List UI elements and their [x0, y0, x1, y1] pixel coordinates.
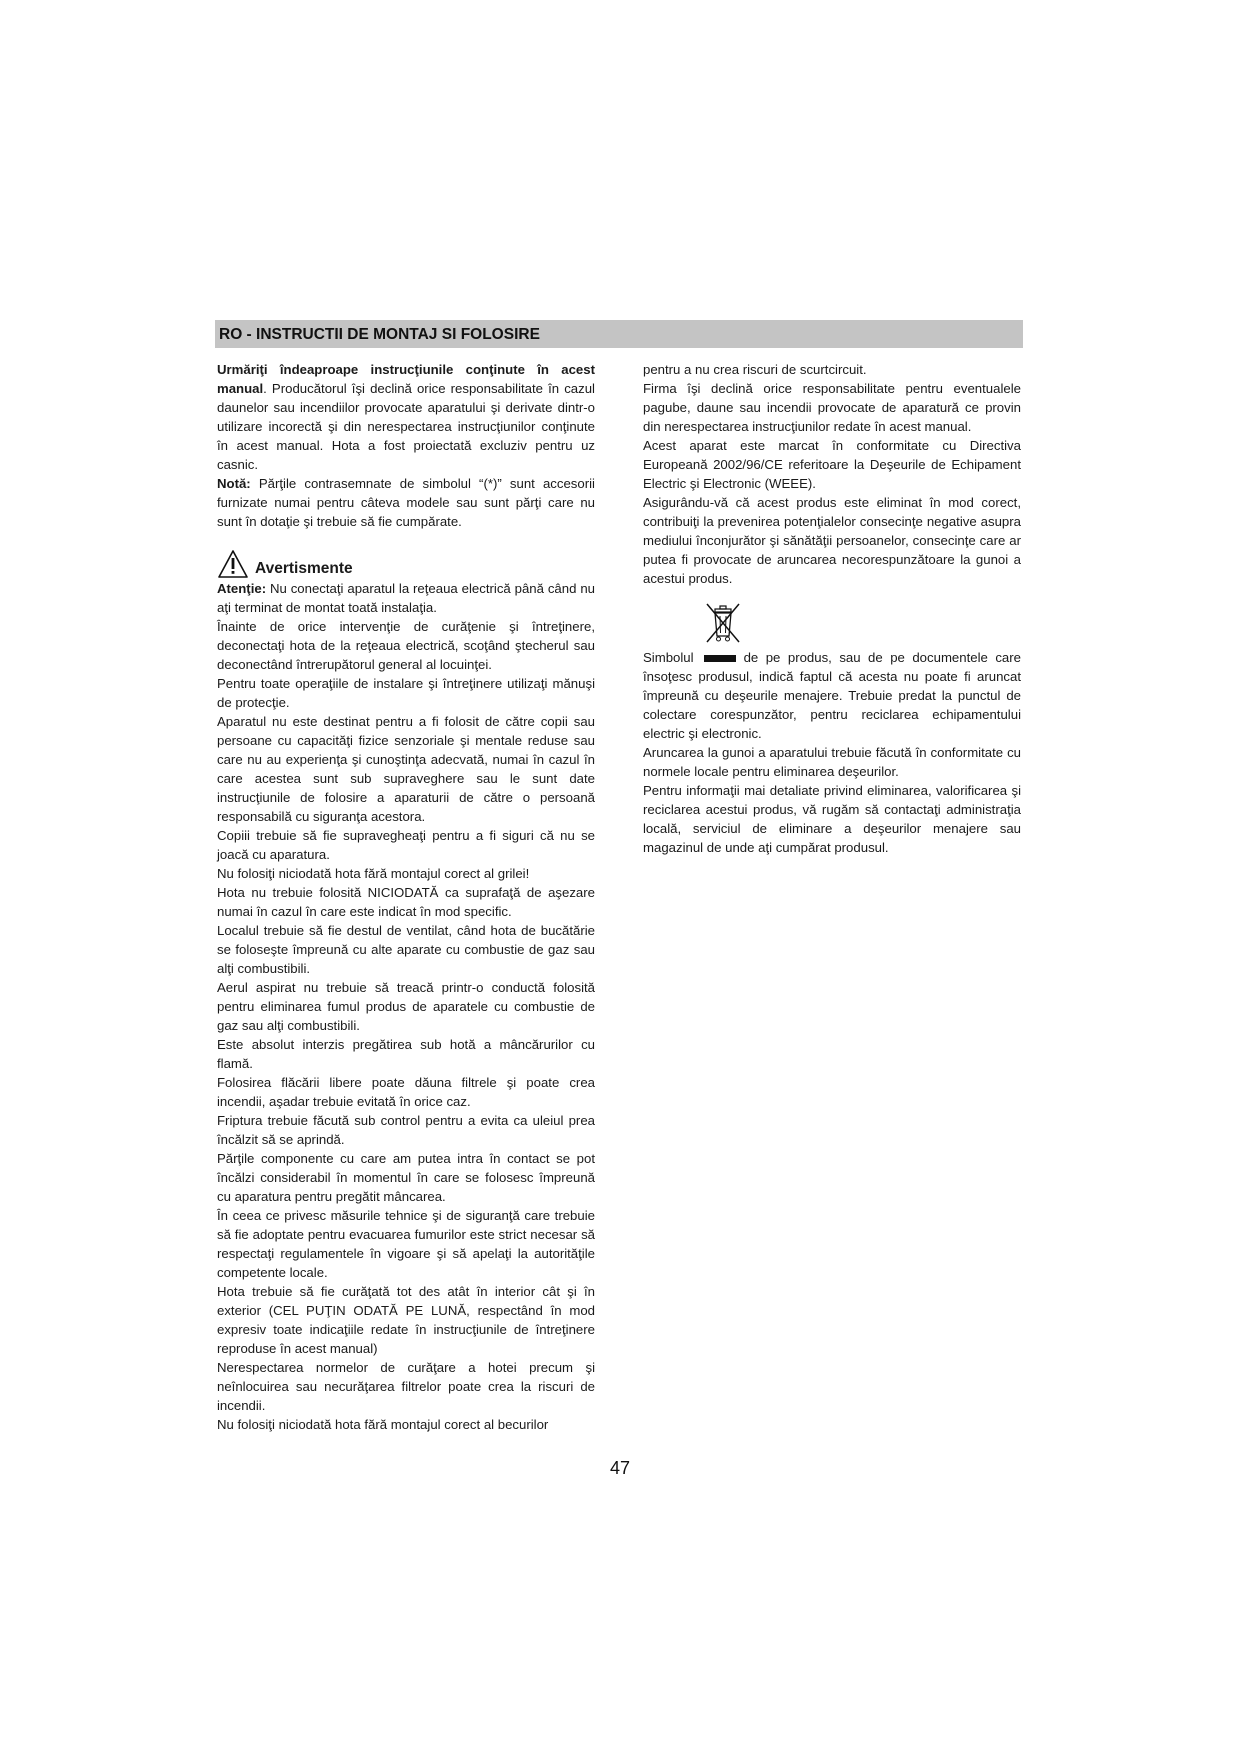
intro-paragraph	[217, 360, 595, 474]
note-paragraph	[217, 474, 595, 531]
note-label: Notă:	[217, 476, 251, 491]
warning-paragraph: Părţile componente cu care am putea intra în contact se pot încălzi considerabil în momentul în care se folosesc împreună cu aparatura pentru pregătit mâncarea.	[217, 1151, 595, 1204]
crossed-out-bin-icon	[703, 602, 743, 644]
attention-label: Atenţie:	[217, 581, 267, 596]
warnings-title: Avertismente	[255, 560, 353, 577]
text-paragraph: Firma îşi declină orice responsabilitate pentru eventualele pagube, daune sau incendii provocate de aparatură ce provin din nerespectarea instrucţiunilor redate în acest manual.	[643, 381, 1021, 434]
warning-paragraph: Localul trebuie să fie destul de ventilat, când hota de bucătărie se foloseşte împreună cu alte aparate cu combustie de gaz sau alţi combustibili.	[217, 923, 595, 976]
section-title: RO - INSTRUCTII DE MONTAJ SI FOLOSIRE	[219, 326, 540, 343]
right-column	[643, 360, 1021, 857]
warning-paragraph: Înainte de orice intervenţie de curăţenie şi întreţinere, deconectaţi hota de la reţeaua electrică, scoţând ştecherul sau deconectând întrerupătorul general al locuinţei.	[217, 619, 595, 672]
warning-paragraph: Pentru toate operaţiile de instalare şi întreţinere utilizaţi mănuşi de protecţie.	[217, 676, 595, 710]
warning-paragraph: Nu folosiţi niciodată hota fără montajul corect al becurilor	[217, 1417, 549, 1432]
text-paragraph: pentru a nu crea riscuri de scurtcircuit.	[643, 362, 867, 377]
text-paragraph: Aruncarea la gunoi a aparatului trebuie făcută în conformitate cu normele locale pentru eliminarea deşeurilor.	[643, 745, 1021, 779]
warning-paragraph: Folosirea flăcării libere poate dăuna filtrele şi poate crea incendii, aşadar trebuie evitată în orice caz.	[217, 1075, 595, 1109]
symbol-text: de pe produs, sau de pe documentele care însoţesc produsul, indică faptul că acesta nu poate fi aruncat împreună cu deşeurile menajere. Trebuie predat la punctul de colectare corespunzător, pentru reciclarea echipamentului electric şi electronic.	[643, 650, 1021, 741]
text-paragraph: Pentru informaţii mai detaliate privind eliminarea, valorificarea şi reciclarea acestui produs, vă rugăm să contactaţi administraţia locală, serviciul de eliminare a deşeurilor menajere sau magazinul de unde aţi cumpărat produsul.	[643, 783, 1021, 855]
warning-paragraph: Aerul aspirat nu trebuie să treacă printr-o conductă folosită pentru eliminarea fumul produs de aparatele cu combustie de gaz sau alţi combustibili.	[217, 980, 595, 1033]
warning-paragraph: Friptura trebuie făcută sub control pentru a evita ca uleiul prea încălzit să se aprindă.	[217, 1113, 595, 1147]
warning-triangle-icon	[217, 549, 249, 579]
attention-text: Nu conectaţi aparatul la reţeaua electrică până când nu aţi terminat de montat toată instalaţia.	[217, 581, 595, 615]
warning-paragraph: Hota nu trebuie folosită NICIODATĂ ca suprafaţă de aşezare numai în cazul în care este indicat în mod specific.	[217, 885, 595, 919]
text-paragraph: Asigurându-vă că acest produs este eliminat în mod corect, contribuiţi la prevenirea potenţialelor consecinţe negative asupra mediului înconjurător şi sănătăţii persoanelor, consecinţe care ar putea fi provocate de aruncarea necorespunzătoare la gunoi a acestui produs.	[643, 495, 1021, 586]
warning-paragraph: Hota trebuie să fie curăţată tot des atât în interior cât şi în exterior (CEL PUŢIN ODATĂ PE LUNĂ, respectând în mod expresiv toate indicaţiile redate în instrucţiunile de întreţinere reproduse în acest manual)	[217, 1284, 595, 1356]
warning-paragraph: Nu folosiţi niciodată hota fără montajul corect al grilei!	[217, 866, 530, 881]
note-text: Părţile contrasemnate de simbolul “(*)” sunt accesorii furnizate numai pentru câteva modele sau sunt părţi care nu sunt în dotaţie şi trebuie să fie cumpărate.	[217, 476, 595, 529]
page-number: 47	[609, 1458, 631, 1478]
attention-paragraph	[217, 579, 595, 617]
warning-paragraph: Este absolut interzis pregătirea sub hotă a mâncărurilor cu flamă.	[217, 1037, 595, 1071]
warning-paragraph: Copiii trebuie să fie supravegheaţi pentru a fi siguri că nu se joacă cu aparatura.	[217, 828, 595, 862]
symbol-paragraph	[643, 648, 1021, 743]
text-paragraph: Acest aparat este marcat în conformitate cu Directiva Europeană 2002/96/CE referitoare la Deşeurile de Echipament Electric şi Electronic (WEEE).	[643, 438, 1021, 491]
warning-paragraph: În ceea ce privesc măsurile tehnice şi de siguranţă care trebuie să fie adoptate pentru evacuarea fumurilor este strict necesar să respectaţi regulamentele în vigoare şi să apelaţi la autorităţile competente locale.	[217, 1208, 595, 1280]
warning-paragraph: Nerespectarea normelor de curăţare a hotei precum şi neînlocuirea sau necurăţarea filtrelor poate crea la riscuri de incendii.	[217, 1360, 595, 1413]
warning-paragraph: Aparatul nu este destinat pentru a fi folosit de către copii sau persoane cu capacităţi fizice senzoriale şi mentale reduse sau care nu au experienţa şi cunoştinţa adecvată, numai în cazul în care acestea sunt sub supraveghere sau le sunt date instrucţiunile de folosire a aparaturii de către o persoană responsabilă cu siguranţa acestora.	[217, 714, 595, 824]
warnings-heading	[217, 545, 595, 579]
intro-bold: Urmăriţi îndeaproape instrucţiunile conţinute în acest manual	[217, 362, 595, 396]
left-column	[217, 360, 595, 1434]
weee-bar-icon	[704, 655, 736, 662]
section-header	[215, 320, 1023, 348]
symbol-prefix: Simbolul	[643, 650, 694, 665]
weee-symbol-area	[643, 602, 1021, 648]
intro-text: . Producătorul îşi declină orice responsabilitate în cazul daunelor sau incendiilor provocate aparatului şi derivate dintr-o utilizare incorectă şi din nerespectarea instrucţiunilor conţinute în acest manual. Hota a fost proiectată excluziv pentru uz casnic.	[217, 381, 595, 472]
